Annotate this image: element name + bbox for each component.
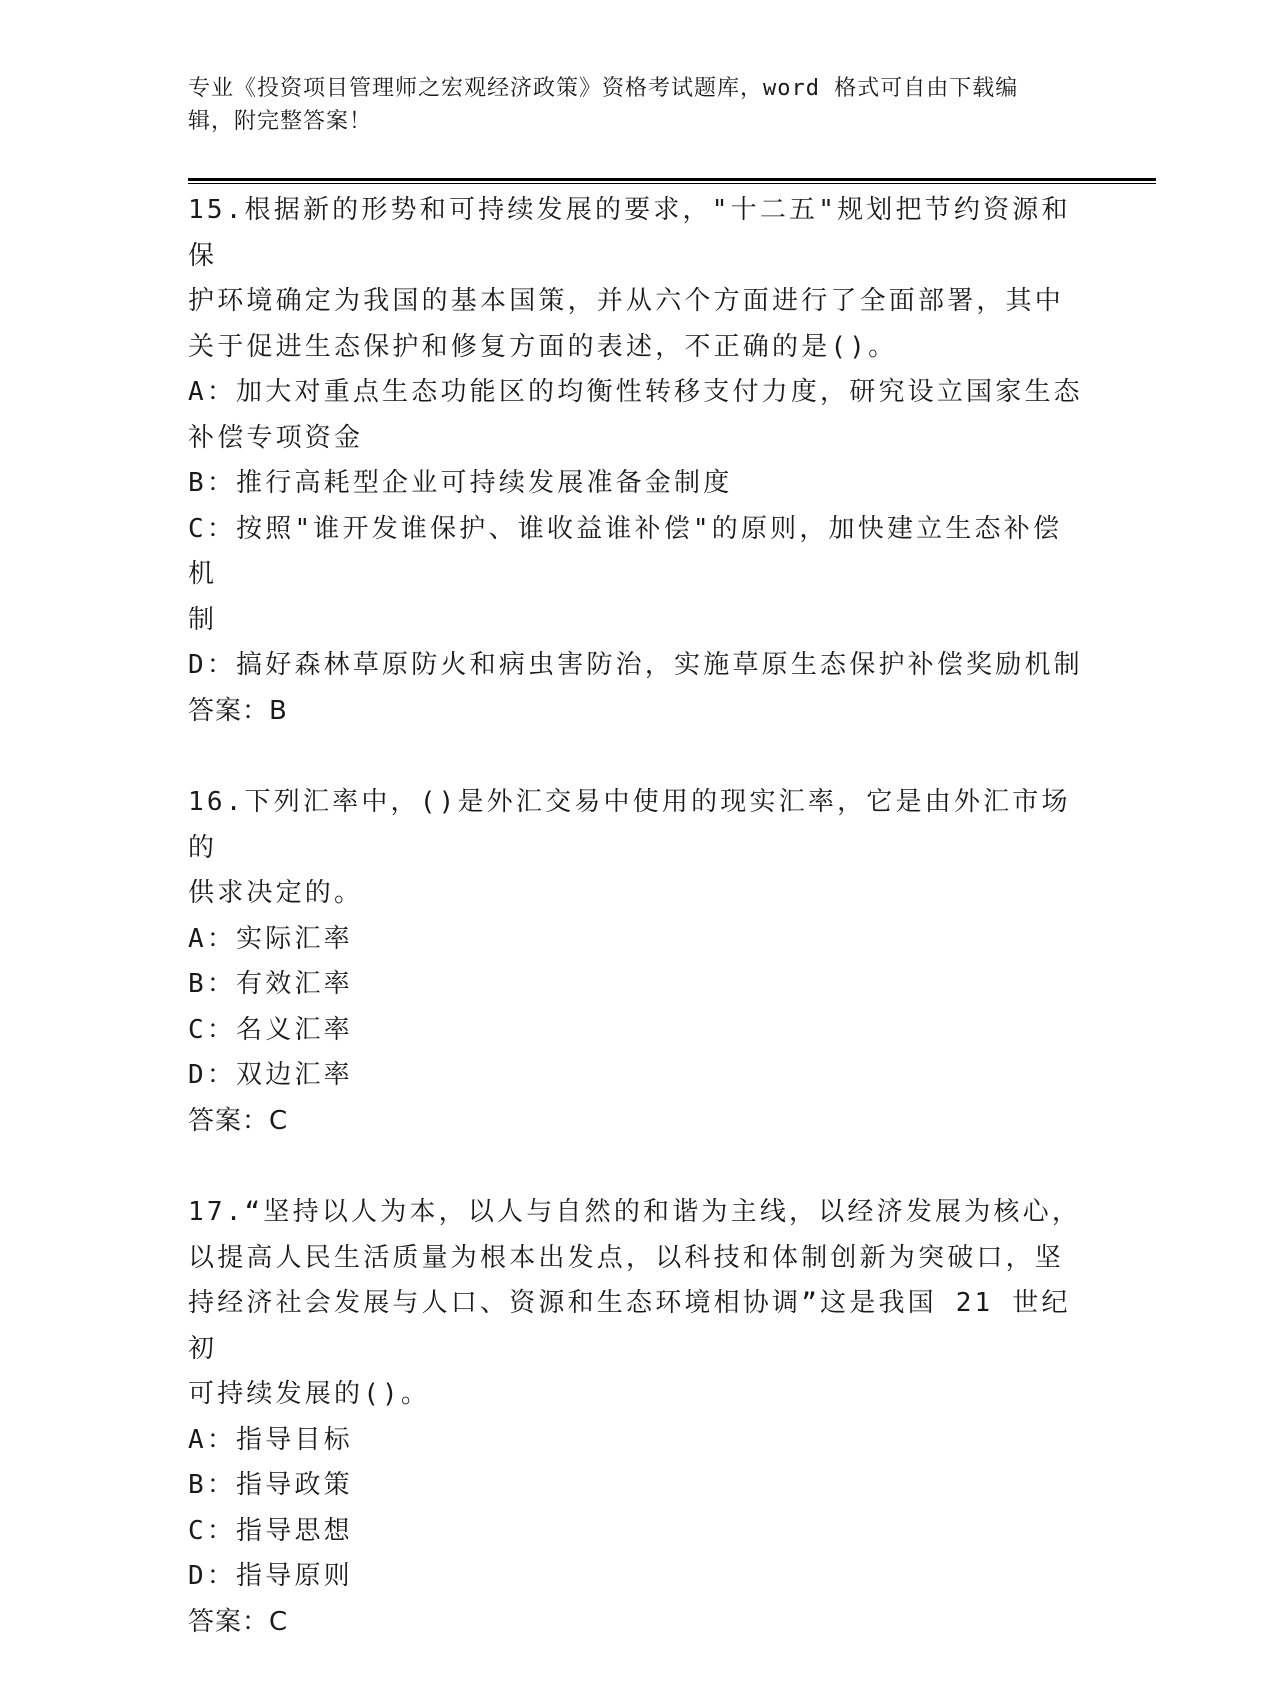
- option-c-line: C：指导思想: [188, 1515, 353, 1546]
- answer-label: 答案：C: [188, 1105, 289, 1136]
- option-c-line: C：名义汇率: [188, 1014, 353, 1045]
- option-d-line: D：双边汇率: [188, 1060, 353, 1090]
- header-line-1: 专业《投资项目管理师之宏观经济政策》资格考试题库，word 格式可自由下载编: [188, 76, 1019, 101]
- question-stem-line: 16.下列汇率中，()是外汇交易中使用的现实汇率，它是由外汇市场的: [188, 787, 1071, 863]
- question-stem-line: 17.“坚持以人为本，以人与自然的和谐为主线，以经济发展为核心，: [188, 1197, 1082, 1227]
- option-d-line: D：指导原则: [188, 1561, 353, 1591]
- option-b-line: B：有效汇率: [188, 969, 353, 999]
- option-a-line: 补偿专项资金: [188, 422, 364, 453]
- answer-label: 答案：C: [188, 1606, 289, 1637]
- question-stem-line: 可持续发展的()。: [188, 1379, 431, 1409]
- option-b-line: B：推行高耗型企业可持续发展准备金制度: [188, 468, 733, 498]
- question-stem-line: 护环境确定为我国的基本国策，并从六个方面进行了全面部署，其中: [188, 286, 1065, 316]
- answer-label: 答案：B: [188, 695, 288, 726]
- option-c-line: 制: [188, 604, 218, 635]
- question-stem-line: 持经济社会发展与人口、资源和生态环境相协调”这是我国 21 世纪初: [188, 1288, 1071, 1364]
- question-stem-line: 关于促进生态保护和修复方面的表述，不正确的是()。: [188, 331, 898, 362]
- option-a-line: A：实际汇率: [188, 923, 353, 954]
- option-a-line: A：加大对重点生态功能区的均衡性转移支付力度，研究设立国家生态: [188, 377, 1083, 407]
- document-header: [188, 72, 1088, 138]
- header-divider-thin: [188, 183, 1156, 184]
- question-16: [188, 780, 1088, 1144]
- option-d-line: D：搞好森林草原防火和病虫害防治，实施草原生态保护补偿奖励机制: [188, 650, 1083, 680]
- question-stem-line: 15.根据新的形势和可持续发展的要求，"十二五"规划把节约资源和保: [188, 195, 1071, 271]
- option-a-line: A：指导目标: [188, 1424, 353, 1455]
- question-stem-line: 以提高人民生活质量为根本出发点，以科技和体制创新为突破口，坚: [188, 1242, 1065, 1273]
- question-15: [188, 188, 1088, 734]
- question-list: [188, 188, 1088, 1691]
- header-divider-thick: [188, 178, 1156, 181]
- option-b-line: B：指导政策: [188, 1470, 353, 1500]
- question-17: [188, 1190, 1088, 1645]
- question-stem-line: 供求决定的。: [188, 878, 364, 908]
- header-line-2: 辑，附完整答案！: [188, 109, 373, 134]
- option-c-line: C：按照"谁开发谁保护、谁收益谁补偿"的原则，加快建立生态补偿机: [188, 513, 1063, 589]
